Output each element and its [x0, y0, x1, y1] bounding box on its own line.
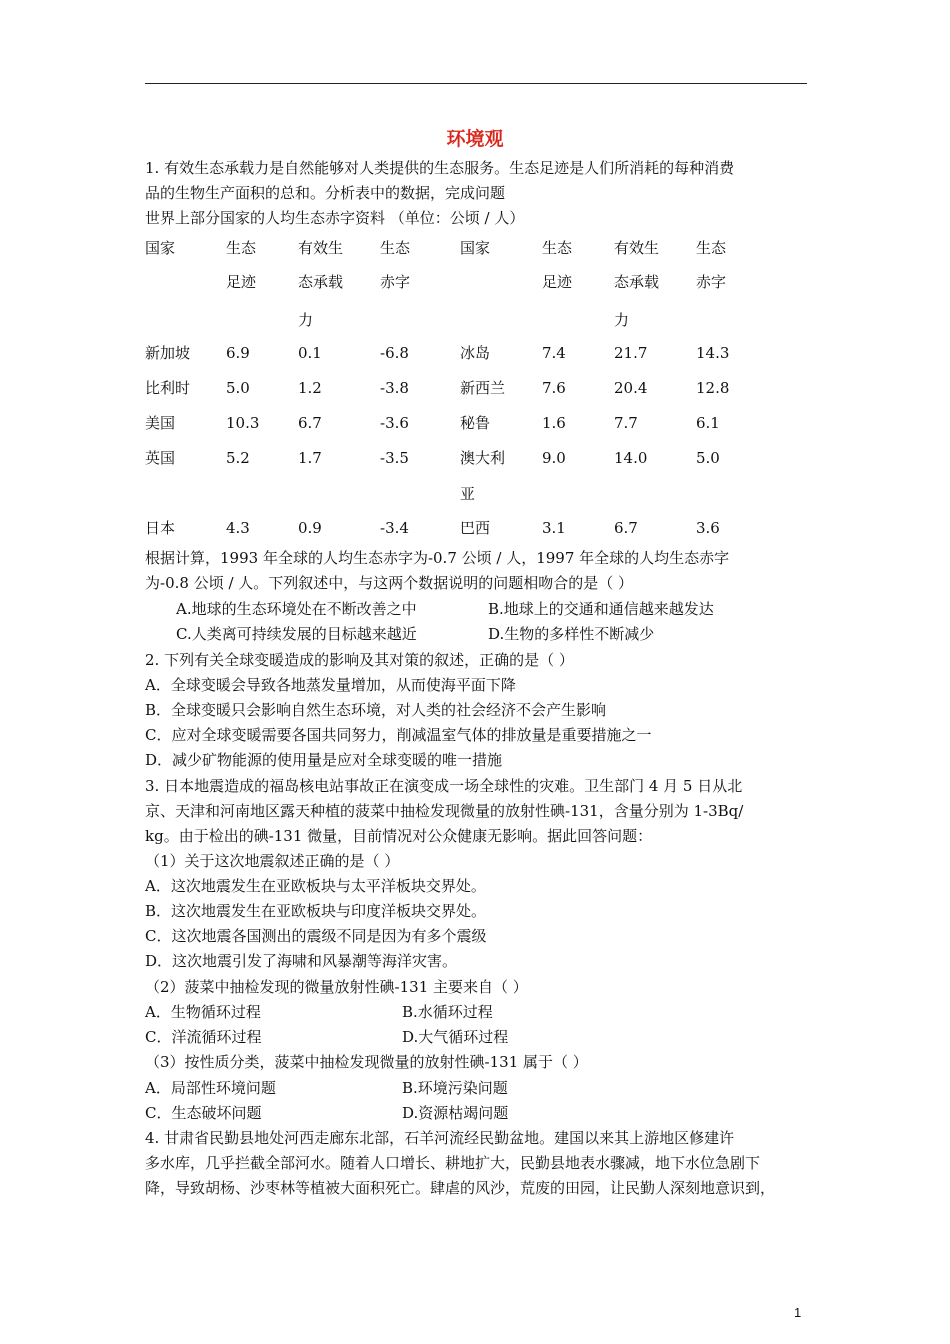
q1-option-b[interactable]: B.地球上的交通和通信越来越发达 [488, 600, 714, 618]
table-cell-right-country: 澳大利 [460, 449, 506, 467]
table-header-right-deficit: 生态 [696, 239, 727, 257]
table-cell-left-deficit: -3.6 [380, 414, 409, 432]
table-cell-left-country: 美国 [145, 414, 176, 432]
table-header-left-country: 国家 [145, 239, 176, 257]
table-cell-right-capacity: 7.7 [614, 414, 638, 432]
q3-sub1-option-d[interactable]: D．这次地震引发了海啸和风暴潮等海洋灾害。 [145, 952, 458, 970]
page-title: 环境观 [446, 128, 504, 150]
q2-stem: 2. 下列有关全球变暖造成的影响及其对策的叙述，正确的是（ ） [145, 651, 574, 669]
table-cell-right-footprint: 1.6 [542, 414, 566, 432]
table-cell-left-capacity: 0.1 [298, 344, 322, 362]
table-cell-left-capacity: 1.7 [298, 449, 322, 467]
q3-sub1-option-c[interactable]: C．这次地震各国测出的震级不同是因为有多个震级 [145, 927, 487, 945]
table-header-right-deficit: 赤字 [696, 273, 727, 291]
q3-sub1-option-a[interactable]: A．这次地震发生在亚欧板块与太平洋板块交界处。 [145, 877, 486, 895]
table-header-left-capacity: 力 [298, 311, 314, 329]
table-cell-right-footprint: 7.6 [542, 379, 566, 397]
table-cell-right-footprint: 7.4 [542, 344, 566, 362]
table-cell-right-deficit: 6.1 [696, 414, 720, 432]
q3-sub1-stem: （1）关于这次地震叙述正确的是（ ） [145, 852, 400, 870]
q3-sub1-option-b[interactable]: B．这次地震发生在亚欧板块与印度洋板块交界处。 [145, 902, 487, 920]
q1-option-c[interactable]: C.人类离可持续发展的目标越来越近 [176, 625, 417, 643]
table-cell-right-capacity: 20.4 [614, 379, 648, 397]
table-cell-left-country: 日本 [145, 519, 176, 537]
q1-intro-line-2: 品的生物生产面积的总和。分析表中的数据，完成问题 [145, 184, 506, 202]
table-cell-right-country: 新西兰 [460, 379, 506, 397]
table-header-right-capacity: 态承载 [614, 273, 660, 291]
table-cell-right-capacity: 14.0 [614, 449, 648, 467]
q4-line-1: 4. 甘肃省民勤县地处河西走廊东北部，石羊河流经民勤盆地。建国以来其上游地区修建许 [145, 1129, 735, 1147]
table-cell-right-footprint: 9.0 [542, 449, 566, 467]
table-header-left-deficit: 赤字 [380, 273, 411, 291]
q3-sub2-option-a[interactable]: A．生物循环过程 [145, 1003, 261, 1021]
table-header-right-capacity: 力 [614, 311, 630, 329]
table-header-right-country: 国家 [460, 239, 491, 257]
table-header-left-capacity: 有效生 [298, 239, 344, 257]
table-header-left-capacity: 态承载 [298, 273, 344, 291]
table-cell-right-country: 亚 [460, 485, 476, 503]
q3-sub2-option-b[interactable]: B.水循环过程 [402, 1003, 493, 1021]
table-cell-right-country: 冰岛 [460, 344, 491, 362]
table-cell-left-capacity: 0.9 [298, 519, 322, 537]
table-cell-left-deficit: -3.4 [380, 519, 409, 537]
q4-line-3: 降，导致胡杨、沙枣林等植被大面积死亡。肆虐的风沙，荒废的田园，让民勤人深刻地意识到， [145, 1179, 776, 1197]
q3-sub2-option-c[interactable]: C．洋流循环过程 [145, 1028, 262, 1046]
table-header-right-footprint: 足迹 [542, 273, 573, 291]
table-cell-right-capacity: 21.7 [614, 344, 648, 362]
q3-sub2-option-d[interactable]: D.大气循环过程 [402, 1028, 509, 1046]
table-header-right-footprint: 生态 [542, 239, 573, 257]
q2-option-b[interactable]: B．全球变暖只会影响自然生态环境，对人类的社会经济不会产生影响 [145, 701, 607, 719]
q3-sub3-option-b[interactable]: B.环境污染问题 [402, 1079, 508, 1097]
table-cell-left-footprint: 4.3 [226, 519, 250, 537]
q3-sub3-option-d[interactable]: D.资源枯竭问题 [402, 1104, 509, 1122]
table-cell-left-capacity: 6.7 [298, 414, 322, 432]
header-rule [145, 83, 807, 84]
q3-intro-line-2: 京、天津和河南地区露天种植的菠菜中抽检发现微量的放射性碘-131，含量分别为 1-3Bq/ [145, 802, 744, 820]
q3-intro-line-1: 3. 日本地震造成的福岛核电站事故正在演变成一场全球性的灾难。卫生部门 4 月 5 日从北 [145, 777, 743, 795]
table-header-left-deficit: 生态 [380, 239, 411, 257]
q3-intro-line-3: kg。由于检出的碘-131 微量，目前情况对公众健康无影响。据此回答问题： [145, 827, 653, 845]
table-cell-right-deficit: 14.3 [696, 344, 730, 362]
q2-option-d[interactable]: D．减少矿物能源的使用量是应对全球变暖的唯一措施 [145, 751, 503, 769]
page-number: 1 [794, 1305, 802, 1320]
table-header-left-footprint: 生态 [226, 239, 257, 257]
q1-table-caption: 世界上部分国家的人均生态赤字资料 （单位：公顷 / 人） [145, 209, 525, 227]
table-cell-left-footprint: 10.3 [226, 414, 260, 432]
q2-option-a[interactable]: A．全球变暖会导致各地蒸发量增加，从而使海平面下降 [145, 676, 516, 694]
q3-sub3-option-a[interactable]: A．局部性环境问题 [145, 1079, 276, 1097]
q2-option-c[interactable]: C．应对全球变暖需要各国共同努力，削减温室气体的排放量是重要措施之一 [145, 726, 652, 744]
q1-option-a[interactable]: A.地球的生态环境处在不断改善之中 [176, 600, 417, 618]
q1-option-d[interactable]: D.生物的多样性不断减少 [488, 625, 655, 643]
table-cell-right-capacity: 6.7 [614, 519, 638, 537]
table-cell-left-country: 英国 [145, 449, 176, 467]
table-cell-right-country: 秘鲁 [460, 414, 491, 432]
table-cell-right-footprint: 3.1 [542, 519, 566, 537]
table-cell-left-deficit: -3.8 [380, 379, 409, 397]
table-cell-left-footprint: 6.9 [226, 344, 250, 362]
table-cell-left-capacity: 1.2 [298, 379, 322, 397]
table-cell-right-deficit: 5.0 [696, 449, 720, 467]
table-cell-right-deficit: 12.8 [696, 379, 730, 397]
q1-stem-line-2: 为-0.8 公顷 / 人。下列叙述中，与这两个数据说明的问题相吻合的是（ ） [145, 574, 634, 592]
table-cell-right-country: 巴西 [460, 519, 491, 537]
table-cell-right-deficit: 3.6 [696, 519, 720, 537]
table-cell-left-country: 新加坡 [145, 344, 191, 362]
table-header-right-capacity: 有效生 [614, 239, 660, 257]
table-cell-left-deficit: -3.5 [380, 449, 409, 467]
q1-intro-line-1: 1. 有效生态承载力是自然能够对人类提供的生态服务。生态足迹是人们所消耗的每种消费 [145, 159, 735, 177]
table-header-left-footprint: 足迹 [226, 273, 257, 291]
table-cell-left-country: 比利时 [145, 379, 191, 397]
table-cell-left-footprint: 5.0 [226, 379, 250, 397]
table-cell-left-deficit: -6.8 [380, 344, 409, 362]
q3-sub3-stem: （3）按性质分类，菠菜中抽检发现微量的放射性碘-131 属于（ ） [145, 1053, 588, 1071]
q4-line-2: 多水库，几乎拦截全部河水。随着人口增长、耕地扩大，民勤县地表水骤减，地下水位急剧下 [145, 1154, 761, 1172]
table-cell-left-footprint: 5.2 [226, 449, 250, 467]
q3-sub3-option-c[interactable]: C．生态破坏问题 [145, 1104, 262, 1122]
q1-stem-line-1: 根据计算，1993 年全球的人均生态赤字为-0.7 公顷 / 人，1997 年全球的人均生态赤字 [145, 549, 730, 567]
q3-sub2-stem: （2）菠菜中抽检发现的微量放射性碘-131 主要来自（ ） [145, 978, 528, 996]
